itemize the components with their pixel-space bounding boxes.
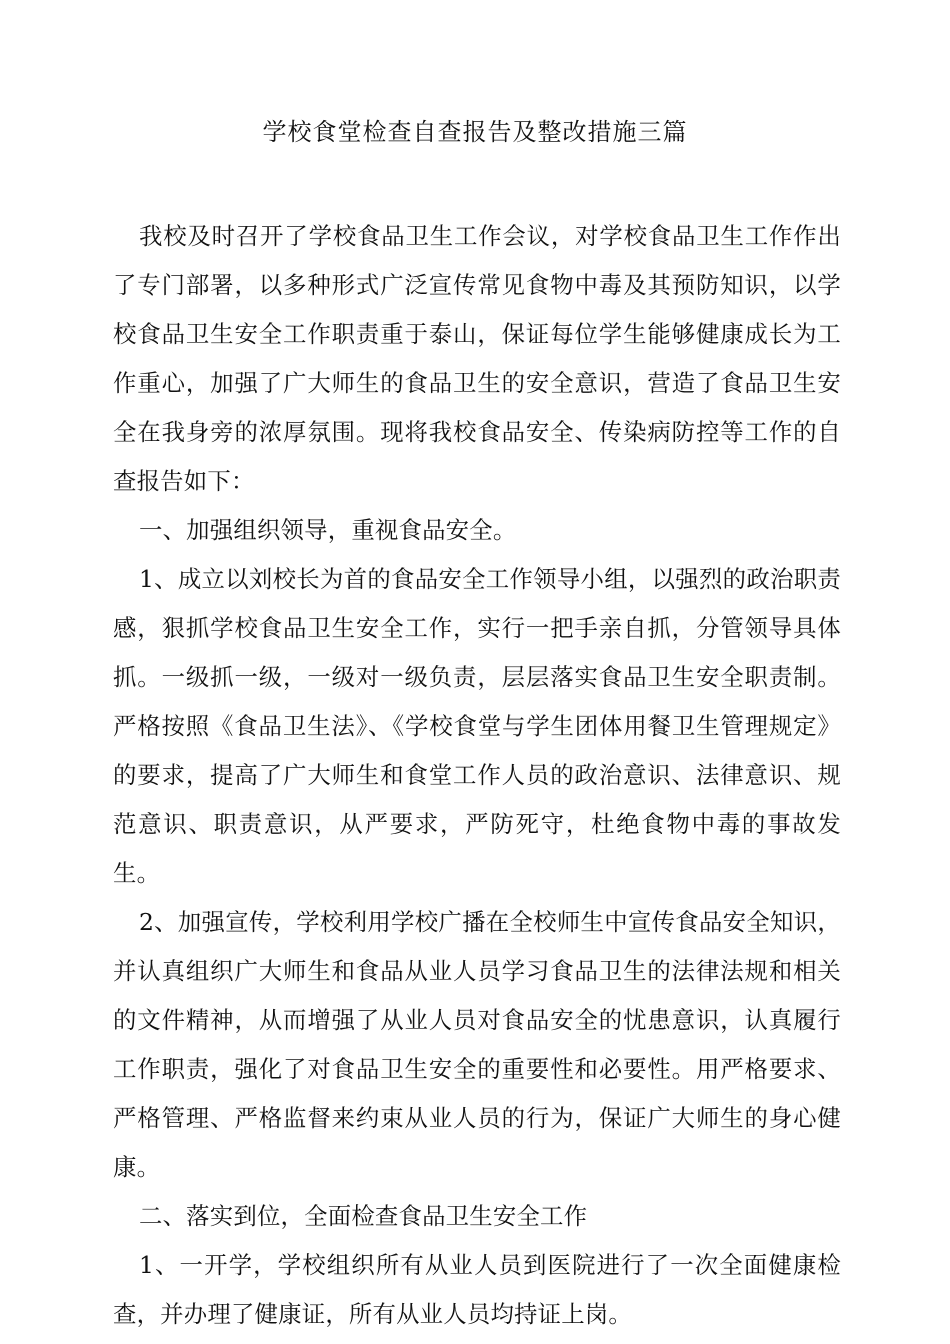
section-2-item-1: 1、一开学，学校组织所有从业人员到医院进行了一次全面健康检查，并办理了健康证，所有从业人员均持证上岗。	[113, 1251, 841, 1328]
section-1-item-2: 2、加强宣传，学校利用学校广播在全校师生中宣传食品安全知识，并认真组织广大师生和食品从业人员学习食品卫生的法律法规和相关的文件精神，从而增强了从业人员对食品安全的忧患意识，认真履行工作职责，强化了对食品卫生安全的重要性和必要性。用严格要求、严格管理、严格监督来约束从业人员的行为，保证广大师生的身心健康。	[113, 908, 841, 1181]
section-heading-2: 二、落实到位，全面检查食品卫生安全工作	[139, 1202, 588, 1230]
section-1-item-1: 1、成立以刘校长为首的食品安全工作领导小组，以强烈的政治职责感，狠抓学校食品卫生安全工作，实行一把手亲自抓，分管领导具体抓。一级抓一级，一级对一级负责，层层落实食品卫生安全职责制。严格按照《食品卫生法》、《学校食堂与学生团体用餐卫生管理规定》的要求，提高了广大师生和食堂工作人员的政治意识、法律意识、规范意识、职责意识，从严要求，严防死守，杜绝食物中毒的事故发生。	[113, 565, 841, 887]
section-heading-1: 一、加强组织领导，重视食品安全。	[139, 516, 517, 544]
document-body	[113, 212, 841, 1339]
intro-paragraph: 我校及时召开了学校食品卫生工作会议，对学校食品卫生工作作出了专门部署，以多种形式广泛宣传常见食物中毒及其预防知识，以学校食品卫生安全工作职责重于泰山，保证每位学生能够健康成长为工作重心，加强了广大师生的食品卫生的安全意识，营造了食品卫生安全在我身旁的浓厚氛围。现将我校食品安全、传染病防控等工作的自查报告如下：	[113, 222, 841, 495]
document-title: 学校食堂检查自查报告及整改措施三篇	[262, 118, 688, 146]
